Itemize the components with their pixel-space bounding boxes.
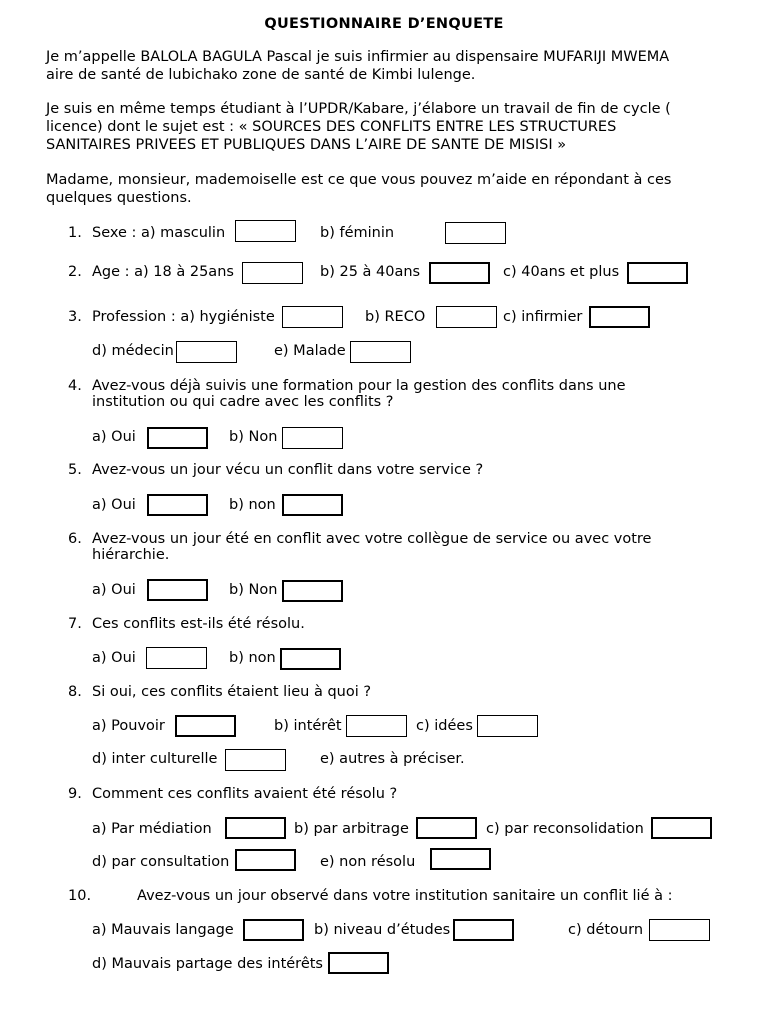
q5-option-b: b) non	[229, 497, 276, 513]
q3-option-e: e) Malade	[274, 343, 346, 359]
question-6-line-1: Avez-vous un jour été en conflit avec votre collègue de service ou avec votre	[92, 531, 652, 547]
q9-option-b: b) par arbitrage	[294, 821, 409, 837]
intro-paragraph-2	[46, 100, 736, 154]
q10-option-c: c) détourn	[568, 922, 644, 938]
question-6-line-2: hiérarchie.	[92, 547, 170, 563]
q8-option-e: e) autres à préciser.	[320, 751, 465, 767]
q2-option-b: b) 25 à 40ans	[320, 264, 421, 280]
intro-line: Je suis en même temps étudiant à l’UPDR/Kabare, j’élabore un travail de fin de cycle (	[46, 101, 671, 117]
q4-non-checkbox[interactable]	[282, 427, 343, 449]
intro-line: Je m’appelle BALOLA BAGULA Pascal je suis infirmier au dispensaire MUFARIJI MWEMA	[46, 49, 670, 65]
q4-oui-checkbox[interactable]	[147, 427, 208, 449]
question-4-line-1: Avez-vous déjà suivis une formation pour la gestion des conflits dans une	[92, 378, 626, 394]
q9-arbitrage-checkbox[interactable]	[416, 817, 477, 839]
q2-18-25-checkbox[interactable]	[242, 262, 303, 284]
q7-oui-checkbox[interactable]	[146, 647, 207, 669]
question-number: 7.	[68, 616, 82, 632]
q5-option-a: a) Oui	[92, 497, 136, 513]
q3-option-b: b) RECO	[365, 309, 426, 325]
q6-oui-checkbox[interactable]	[147, 579, 208, 601]
question-2-text: Age : a) 18 à 25ans	[92, 264, 234, 280]
question-3-text: Profession : a) hygiéniste	[92, 309, 275, 325]
q7-option-b: b) non	[229, 650, 276, 666]
q1-feminin-checkbox[interactable]	[445, 222, 506, 244]
q10-mauvais-langage-checkbox[interactable]	[243, 919, 304, 941]
question-10-text: Avez-vous un jour observé dans votre institution sanitaire un conflit lié à :	[137, 888, 673, 904]
q6-option-a: a) Oui	[92, 582, 136, 598]
q2-40-plus-checkbox[interactable]	[627, 262, 688, 284]
question-1-text: Sexe : a) masculin	[92, 225, 226, 241]
q8-pouvoir-checkbox[interactable]	[175, 715, 236, 737]
q8-option-a: a) Pouvoir	[92, 718, 165, 734]
q3-option-c: c) infirmier	[503, 309, 583, 325]
q9-consultation-checkbox[interactable]	[235, 849, 296, 871]
q8-option-c: c) idées	[416, 718, 473, 734]
q9-reconsolidation-checkbox[interactable]	[651, 817, 712, 839]
question-number: 6.	[68, 531, 82, 547]
q9-mediation-checkbox[interactable]	[225, 817, 286, 839]
q4-option-a: a) Oui	[92, 429, 136, 445]
q10-niveau-etudes-checkbox[interactable]	[453, 919, 514, 941]
question-number: 9.	[68, 786, 82, 802]
question-9-text: Comment ces conflits avaient été résolu ?	[92, 786, 398, 802]
question-number: 10.	[68, 888, 92, 904]
question-number: 8.	[68, 684, 82, 700]
intro-paragraph-3	[46, 171, 736, 207]
q9-option-a: a) Par médiation	[92, 821, 212, 837]
q2-25-40-checkbox[interactable]	[429, 262, 490, 284]
q8-interet-checkbox[interactable]	[346, 715, 407, 737]
question-number: 1.	[68, 225, 82, 241]
q5-non-checkbox[interactable]	[282, 494, 343, 516]
q9-option-c: c) par reconsolidation	[486, 821, 644, 837]
intro-line: quelques questions.	[46, 190, 192, 206]
q8-option-b: b) intérêt	[274, 718, 342, 734]
q7-non-checkbox[interactable]	[280, 648, 341, 670]
q3-hygieniste-checkbox[interactable]	[282, 306, 343, 328]
q6-option-b: b) Non	[229, 582, 278, 598]
intro-line: licence) dont le sujet est : « SOURCES DES CONFLITS ENTRE LES STRUCTURES	[46, 119, 617, 135]
q9-non-resolu-checkbox[interactable]	[430, 848, 491, 870]
question-number: 3.	[68, 309, 82, 325]
q9-option-d: d) par consultation	[92, 854, 230, 870]
q9-option-e: e) non résolu	[320, 854, 416, 870]
question-5-text: Avez-vous un jour vécu un conflit dans votre service ?	[92, 462, 484, 478]
q10-option-a: a) Mauvais langage	[92, 922, 234, 938]
q3-medecin-checkbox[interactable]	[176, 341, 237, 363]
q1-masculin-checkbox[interactable]	[235, 220, 296, 242]
q8-idees-checkbox[interactable]	[477, 715, 538, 737]
q3-infirmier-checkbox[interactable]	[589, 306, 650, 328]
intro-line: SANITAIRES PRIVEES ET PUBLIQUES DANS L’AIRE DE SANTE DE MISISI »	[46, 137, 567, 153]
q3-option-d: d) médecin	[92, 343, 174, 359]
page-title: QUESTIONNAIRE D’ENQUETE	[264, 16, 504, 32]
question-number: 5.	[68, 462, 82, 478]
q3-reco-checkbox[interactable]	[436, 306, 497, 328]
q2-option-c: c) 40ans et plus	[503, 264, 620, 280]
q6-non-checkbox[interactable]	[282, 580, 343, 602]
question-7-text: Ces conflits est-ils été résolu.	[92, 616, 305, 632]
q10-option-b: b) niveau d’études	[314, 922, 451, 938]
intro-line: aire de santé de lubichako zone de santé de Kimbi lulenge.	[46, 67, 476, 83]
intro-line: Madame, monsieur, mademoiselle est ce que vous pouvez m’aide en répondant à ces	[46, 172, 672, 188]
q1-option-b: b) féminin	[320, 225, 395, 241]
q10-mauvais-partage-checkbox[interactable]	[328, 952, 389, 974]
question-8-text: Si oui, ces conflits étaient lieu à quoi ?	[92, 684, 372, 700]
q3-malade-checkbox[interactable]	[350, 341, 411, 363]
q7-option-a: a) Oui	[92, 650, 136, 666]
question-number: 4.	[68, 378, 82, 394]
q10-detournement-checkbox[interactable]	[649, 919, 710, 941]
question-4-line-2: institution ou qui cadre avec les conflits ?	[92, 394, 394, 410]
q8-option-d: d) inter culturelle	[92, 751, 218, 767]
q8-inter-culturelle-checkbox[interactable]	[225, 749, 286, 771]
question-number: 2.	[68, 264, 82, 280]
q4-option-b: b) Non	[229, 429, 278, 445]
q5-oui-checkbox[interactable]	[147, 494, 208, 516]
q10-option-d: d) Mauvais partage des intérêts	[92, 956, 323, 972]
intro-paragraph-1	[46, 48, 736, 84]
